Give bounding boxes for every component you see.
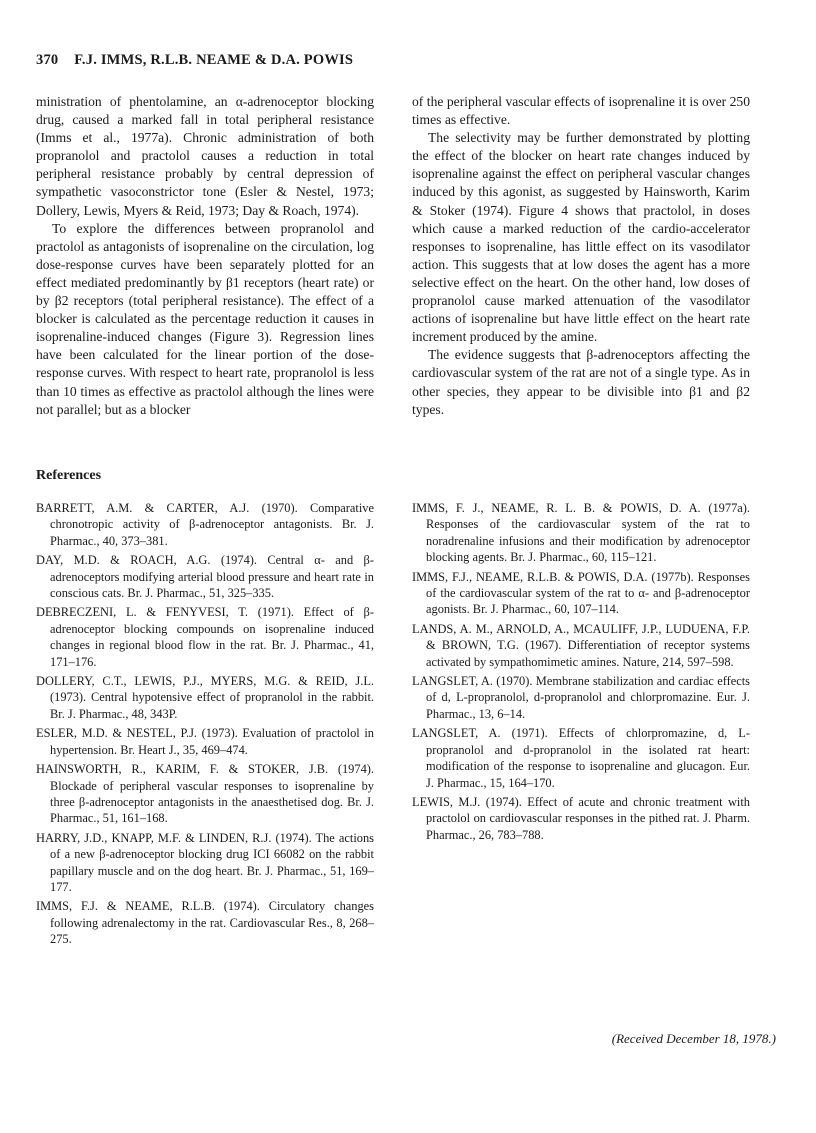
body-paragraph: of the peripheral vascular effects of isoprenaline it is over 250 times as effective. — [412, 94, 750, 128]
reference-item: DAY, M.D. & ROACH, A.G. (1974). Central α- and β-adrenoceptors modifying arterial blood pressure and heart rate in conscious cats. Br. J. Pharmac., 51, 325–335. — [36, 553, 374, 601]
reference-item: HARRY, J.D., KNAPP, M.F. & LINDEN, R.J. (1974). The actions of a new β-adrenoceptor blocking drug ICI 66082 on the rabbit papillary muscle and on the dog heart. Br. J. Pharmac., 51, 169–177. — [36, 830, 374, 894]
body-paragraph: ministration of phentolamine, an α-adrenoceptor blocking drug, caused a marked fall in total peripheral resistance (Imms et al., 1977a). Chronic administration of both propranolol and practolol causes a reduction in total peripheral resistance probably by central depression of sympathetic vasoconstrictor tone (Esler & Nestel, 1973; Dollery, Lewis, Myers & Reid, 1973; Day & Roach, 1974). — [36, 94, 374, 218]
reference-item: IMMS, F.J. & NEAME, R.L.B. (1974). Circulatory changes following adrenalectomy in the rat. Cardiovascular Res., 8, 268–275. — [36, 899, 374, 947]
reference-item: DEBRECZENI, L. & FENYVESI, T. (1971). Effect of β-adrenoceptor blocking compounds on isoprenaline induced changes in regional blood flow in the rat. Br. J. Pharmac., 41, 171–176. — [36, 605, 374, 669]
reference-item: LANGSLET, A. (1970). Membrane stabilization and cardiac effects of d, L-propranolol, d-propranolol and chlorpromazine. Eur. J. Pharmac., 13, 6–14. — [412, 674, 750, 721]
body-paragraph: The selectivity may be further demonstrated by plotting the effect of the blocker on heart rate changes induced by isoprenaline against the effect on peripheral vascular changes induced by this agonist, as suggested by Hainsworth, Karim & Stoker (1974). Figure 4 shows that practolol, in doses which cause a marked reduction of the cardio-accelerator responses to isoprenaline, has little effect on its vasodilator action. This suggests that at low doses the agent has a more selective effect on the heart. On the other hand, low doses of propranolol cause marked attenuation of the vasodilator actions of isoprenaline but have little effect on the heart rate increment produced by the amine. — [412, 130, 750, 345]
body-paragraph: To explore the differences between propranolol and practolol as antagonists of isoprenaline on the circulation, log dose-response curves have been separately plotted for an effect mediated predominantly by β1 receptors (heart rate) or by β2 receptors (total peripheral resistance). The effect of a blocker is calculated as the percentage reduction it causes in isoprenaline-induced changes (Figure 3). Regression lines have been calculated for the linear portion of the dose-response curves. With respect to heart rate, propranolol is less than 10 times as effective as practolol although the lines were not parallel; but as a blocker — [36, 220, 374, 417]
body-right-column — [412, 93, 750, 419]
reference-item: HAINSWORTH, R., KARIM, F. & STOKER, J.B. (1974). Blockade of peripheral vascular responses to isoprenaline by three β-adrenoceptor antagonists in the anaesthetised dog. Br. J. Pharmac., 51, 161–168. — [36, 762, 374, 826]
running-authors: F.J. IMMS, R.L.B. NEAME & D.A. POWIS — [74, 52, 354, 68]
running-header — [36, 52, 353, 69]
reference-item: IMMS, F.J., NEAME, R.L.B. & POWIS, D.A. (1977b). Responses of the cardiovascular system of the rat to α- and β-adrenoceptor agonists. Br. J. Pharmac., 60, 107–114. — [412, 569, 750, 617]
body-paragraph: The evidence suggests that β-adrenoceptors affecting the cardiovascular system of the rat are not of a single type. As in other species, they appear to be divisible into β1 and β2 types. — [412, 347, 750, 417]
references-left-column — [36, 500, 374, 951]
references-right-column — [412, 500, 750, 846]
reference-item: DOLLERY, C.T., LEWIS, P.J., MYERS, M.G. & REID, J.L. (1973). Central hypotensive effect of propranolol in the rabbit. Br. J. Pharmac., 48, 343P. — [36, 674, 374, 721]
reference-item: LANGSLET, A. (1971). Effects of chlorpromazine, d, L-propranolol and d-propranolol in the isolated rat heart: modification of the response to isoprenaline and glucagon. Eur. J. Pharmac., 15, 164–170. — [412, 726, 750, 790]
page-number: 370 — [36, 52, 59, 68]
body-left-column — [36, 93, 374, 419]
received-date: (Received December 18, 1978.) — [611, 1031, 776, 1046]
reference-item: LANDS, A. M., ARNOLD, A., MCAULIFF, J.P., LUDUENA, F.P. & BROWN, T.G. (1967). Differentiation of receptor systems activated by sympathomimetic amines. Nature, 214, 597–598. — [412, 621, 750, 669]
references-heading: References — [36, 468, 102, 483]
reference-item: LEWIS, M.J. (1974). Effect of acute and chronic treatment with practolol on cardiovascular responses in the pithed rat. J. Pharm. Pharmac., 26, 783–788. — [412, 794, 750, 842]
reference-item: BARRETT, A.M. & CARTER, A.J. (1970). Comparative chronotropic activity of β-adrenoceptor antagonists. Br. J. Pharmac., 40, 373–381. — [36, 501, 374, 548]
reference-item: IMMS, F. J., NEAME, R. L. B. & POWIS, D. A. (1977a). Responses of the cardiovascular system of the rat to noradrenaline infusions and their modification by adrenoceptor blocking agents. Br. J. Pharmac., 60, 115–121. — [412, 501, 750, 565]
reference-item: ESLER, M.D. & NESTEL, P.J. (1973). Evaluation of practolol in hypertension. Br. Heart J., 35, 469–474. — [36, 726, 374, 757]
